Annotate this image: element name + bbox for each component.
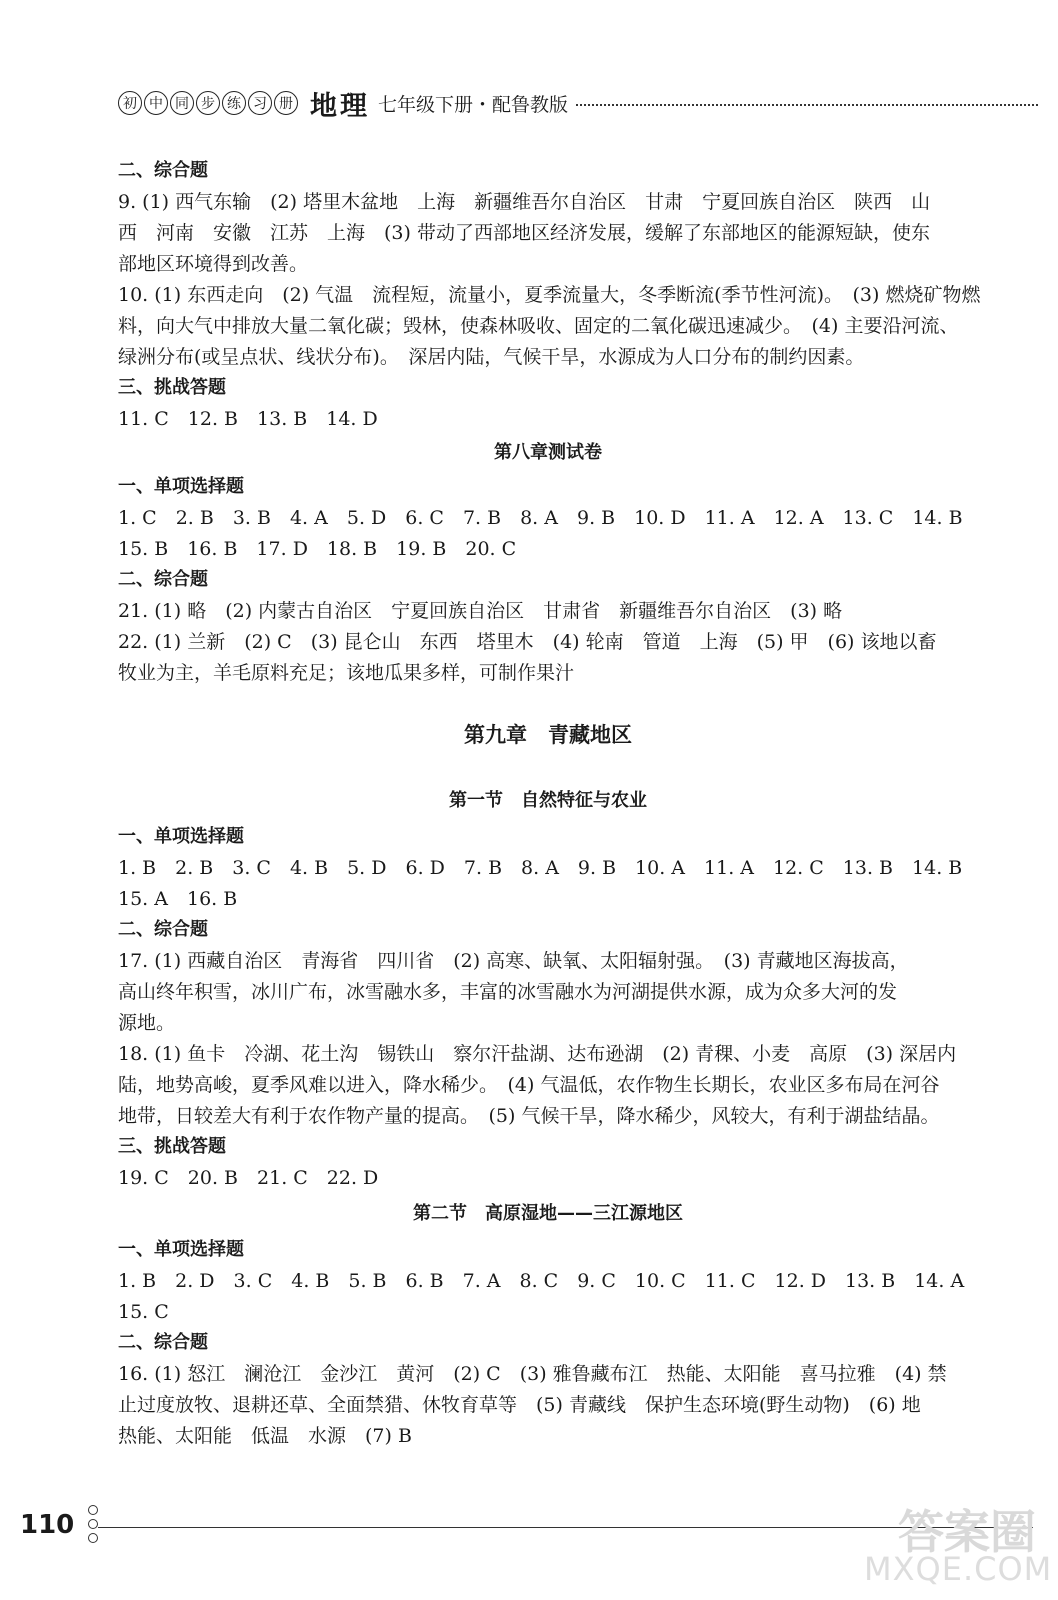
test-title: 第八章测试卷	[494, 442, 602, 463]
section-title: 第二节 高原湿地——三江源地区	[413, 1203, 683, 1224]
watermark-logo: 答案圈	[898, 1505, 1036, 1559]
series-char: 册	[274, 91, 298, 115]
section-heading: 一、单项选择题	[118, 1239, 244, 1260]
footer-rule	[98, 1527, 1033, 1528]
section-heading: 二、综合题	[118, 919, 208, 940]
section-heading: 三、挑战答题	[118, 377, 226, 398]
edition-label: 七年级下册・配鲁教版	[378, 93, 569, 116]
answer-line: 18. (1) 鱼卡 冷湖、花土沟 锡铁山 察尔汗盐湖、达布逊湖 (2) 青稞、小麦 高原 (3) 深居内	[118, 1043, 957, 1065]
answer-line: 10. (1) 东西走向 (2) 气温 流程短，流量小，夏季流量大，冬季断流(季节性河流)。 (3) 燃烧矿物燃	[118, 284, 981, 306]
series-char: 步	[196, 91, 220, 115]
answer-line: 部地区环境得到改善。	[118, 253, 309, 275]
answer-line: 止过度放牧、退耕还草、全面禁猎、休牧育草等 (5) 青藏线 保护生态环境(野生动物) (6) 地	[118, 1394, 921, 1416]
page-number: 110	[20, 1510, 75, 1540]
answer-line: 15. B 16. B 17. D 18. B 19. B 20. C	[118, 538, 517, 560]
series-title	[118, 91, 298, 115]
section-title: 第一节 自然特征与农业	[449, 790, 647, 811]
answer-line: 1. B 2. B 3. C 4. B 5. D 6. D 7. B 8. A 9. B 10. A 11. A 12. C 13. B 14. B	[118, 857, 963, 879]
answer-line: 1. B 2. D 3. C 4. B 5. B 6. B 7. A 8. C 9. C 10. C 11. C 12. D 13. B 14. A	[118, 1270, 965, 1292]
answer-line: 地带，日较差大有利于农作物产量的提高。 (5) 气候干旱，降水稀少，风较大，有利于湖盐结晶。	[118, 1105, 940, 1127]
answer-line: 1. C 2. B 3. B 4. A 5. D 6. C 7. B 8. A 9. B 10. D 11. A 12. A 13. C 14. B	[118, 507, 963, 529]
answer-line: 源地。	[118, 1012, 176, 1034]
answer-line: 17. (1) 西藏自治区 青海省 四川省 (2) 高寒、缺氧、太阳辐射强。 (3) 青藏地区海拔高，	[118, 950, 909, 972]
answer-line: 9. (1) 西气东输 (2) 塔里木盆地 上海 新疆维吾尔自治区 甘肃 宁夏回族自治区 陕西 山	[118, 191, 931, 213]
answer-line: 西 河南 安徽 江苏 上海 (3) 带动了西部地区经济发展，缓解了东部地区的能源短缺，使东	[118, 222, 930, 244]
answer-line: 16. (1) 怒江 澜沧江 金沙江 黄河 (2) C (3) 雅鲁藏布江 热能、太阳能 喜马拉雅 (4) 禁	[118, 1363, 947, 1385]
answer-line: 料，向大气中排放大量二氧化碳；毁林，使森林吸收、固定的二氧化碳迅速减少。 (4) 主要沿河流、	[118, 315, 959, 337]
series-char: 中	[144, 91, 168, 115]
section-heading: 一、单项选择题	[118, 476, 244, 497]
series-char: 同	[170, 91, 194, 115]
answer-line: 热能、太阳能 低温 水源 (7) B	[118, 1425, 412, 1447]
answer-line: 陆，地势高峻，夏季风难以进入，降水稀少。 (4) 气温低，农作物生长期长，农业区多布局在河谷	[118, 1074, 940, 1096]
answer-line: 11. C 12. B 13. B 14. D	[118, 408, 378, 430]
answer-line: 高山终年积雪，冰川广布，冰雪融水多，丰富的冰雪融水为河湖提供水源，成为众多大河的发	[118, 981, 898, 1003]
answer-line: 15. C	[118, 1301, 169, 1323]
answer-line: 21. (1) 略 (2) 内蒙古自治区 宁夏回族自治区 甘肃省 新疆维吾尔自治区 (3) 略	[118, 600, 843, 622]
answer-line: 22. (1) 兰新 (2) C (3) 昆仑山 东西 塔里木 (4) 轮南 管道 上海 (5) 甲 (6) 该地以畜	[118, 631, 937, 653]
section-heading: 二、综合题	[118, 569, 208, 590]
footer-ornament	[88, 1505, 98, 1543]
answer-line: 牧业为主，羊毛原料充足；该地瓜果多样，可制作果汁	[118, 662, 575, 684]
answer-line: 19. C 20. B 21. C 22. D	[118, 1167, 379, 1189]
page-header	[118, 88, 1038, 122]
section-heading: 二、综合题	[118, 160, 208, 181]
subject-title: 地理	[310, 90, 370, 122]
answer-line: 15. A 16. B	[118, 888, 238, 910]
section-heading: 一、单项选择题	[118, 826, 244, 847]
series-char: 练	[222, 91, 246, 115]
header-dotted-rule	[576, 104, 1038, 106]
series-char: 习	[248, 91, 272, 115]
section-heading: 三、挑战答题	[118, 1136, 226, 1157]
chapter-title: 第九章 青藏地区	[464, 723, 632, 747]
answer-line: 绿洲分布(或呈点状、线状分布)。 深居内陆，气候干旱，水源成为人口分布的制约因素。	[118, 346, 865, 368]
section-heading: 二、综合题	[118, 1332, 208, 1353]
series-char: 初	[118, 91, 142, 115]
watermark-url: MXQE.COM	[864, 1550, 1053, 1588]
